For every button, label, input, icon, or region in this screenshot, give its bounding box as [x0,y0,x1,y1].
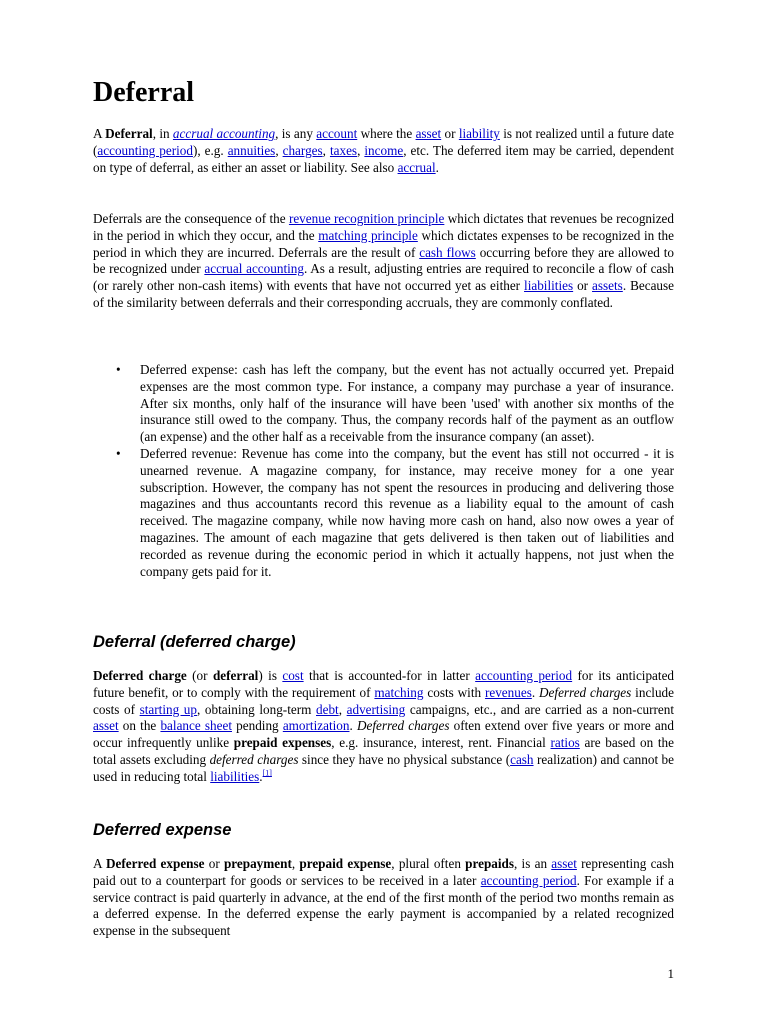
link-accrual[interactable]: accrual [397,159,436,175]
link-income[interactable]: income [364,142,404,158]
link-liabilities[interactable]: liabilities [524,278,574,294]
link-revenue-recognition-principle[interactable]: revenue recognition principle [288,211,445,226]
link-liabilities-2[interactable]: liabilities [210,768,260,784]
link-asset-3[interactable]: asset [551,856,577,871]
deferrals-paragraph: Deferrals are the consequence of the revenue recognition principle which dictates that revenues be recognized in the period in which they occur, and the matching principle which dictates expenses to be recognized in the period in which they are incurred. Deferrals are the result of cash flows occurring before they are allowed to be recognized under accrual accounting. As a result, adjusting entries are required to reconcile a flow of cash (or rarely other non-cash items) with events that have not occurred yet as either liabilities or assets. Because of the similarity between deferrals and their corresponding accruals, they are commonly conflated. [93,211,675,310]
link-charges[interactable]: charges [282,142,323,158]
link-account[interactable]: account [316,126,358,141]
link-annuities[interactable]: annuities [227,142,276,158]
link-amortization[interactable]: amortization [282,718,350,734]
link-cash-flows[interactable]: cash flows [419,244,476,260]
intro-paragraph: A Deferral, in accrual accounting, is any account where the asset or liability is not realized until a future date (accounting period), e.g. annuities, charges, taxes, income, etc. The deferred item may be carried, dependent on type of deferral, as either an asset or liability. See also accrual. [93,126,674,175]
link-liability[interactable]: liability [458,126,500,141]
list-item-deferred-expense: • Deferred expense: cash has left the company, but the event has not actually occurred yet. Prepaid expenses are the most common type. For instance, a company may purchase a year of insurance. After six months, only half of the insurance will have been 'used' with another six months of the insurance still owed to the company. Thus, the company records half of the payment as an outflow (an expense) and the other half as a receivable from the insurance company (an asset). [140,362,674,446]
link-balance-sheet[interactable]: balance sheet [160,718,232,734]
link-asset[interactable]: asset [415,126,442,141]
link-matching-principle[interactable]: matching principle [318,227,418,243]
deferred-charge-paragraph: Deferred charge (or deferral) is cost that is accounted-for in latter accounting period for its anticipated future benefit, or to comply with the requirement of matching costs with revenues. Deferred charges include costs of starting up, obtaining long-term debt, advertising campaigns, etc., and are carried as a non-current asset on the balance sheet pending amortization. Deferred charges often extend over five years or more and occur infrequently unlike prepaid expenses, e.g. insurance, interest, rent. Financial ratios are based on the total assets excluding deferred charges since they have no physical substance (cash realization) and cannot be used in reducing total liabilities.[1] [93,668,675,784]
link-assets[interactable]: assets [592,278,623,294]
heading-deferred-expense: Deferred expense [93,821,232,839]
deferral-types-list [93,362,674,580]
page-title: Deferral [93,77,195,108]
link-accounting-period-3[interactable]: accounting period [480,872,577,888]
link-taxes[interactable]: taxes [329,142,358,158]
link-debt[interactable]: debt [316,701,339,717]
link-asset-2[interactable]: asset [93,718,119,734]
link-matching[interactable]: matching [374,684,424,700]
list-item-deferred-revenue: • Deferred revenue: Revenue has come into the company, but the event has still not occurred - it is unearned revenue. A magazine company, for instance, may receive money for a one year subscription. However, the company has not spent the resources in producing and delivering those magazines and thus accountants record this revenue as a liability equal to the amount of cash received. The magazine company, while now having more cash on hand, also now owes a year of magazines. The amount of each magazine that gets delivered is then taken out of liabilities and recorded as revenue during the economic period in which it actually happens, not just when the company gets paid for it. [140,446,674,580]
link-ratios[interactable]: ratios [550,735,580,751]
link-revenues[interactable]: revenues [484,684,532,700]
footnote-1-link[interactable]: [1] [262,768,272,778]
link-accounting-period[interactable]: accounting period [97,142,193,158]
deferred-expense-paragraph: A Deferred expense or prepayment, prepaid expense, plural often prepaids, is an asset representing cash paid out to a counterpart for goods or services to be received in a later accounting period. For example if a service contract is paid quarterly in advance, at the end of the first month of the period two months remain as a deferred expense. In the deferred expense the early payment is accompanied by a related recognized expense in the subsequent [93,856,675,939]
link-advertising[interactable]: advertising [346,701,406,717]
term-deferral: Deferral [105,126,153,141]
page-number: 1 [667,966,674,981]
link-accrual-accounting-2[interactable]: accrual accounting [204,261,304,277]
link-accrual-accounting[interactable]: accrual accounting [172,126,276,141]
link-cost[interactable]: cost [282,668,304,683]
heading-deferred-charge: Deferral (deferred charge) [93,633,296,651]
link-accounting-period-2[interactable]: accounting period [475,668,573,683]
link-cash[interactable]: cash [510,751,534,767]
link-starting-up[interactable]: starting up [139,701,197,717]
